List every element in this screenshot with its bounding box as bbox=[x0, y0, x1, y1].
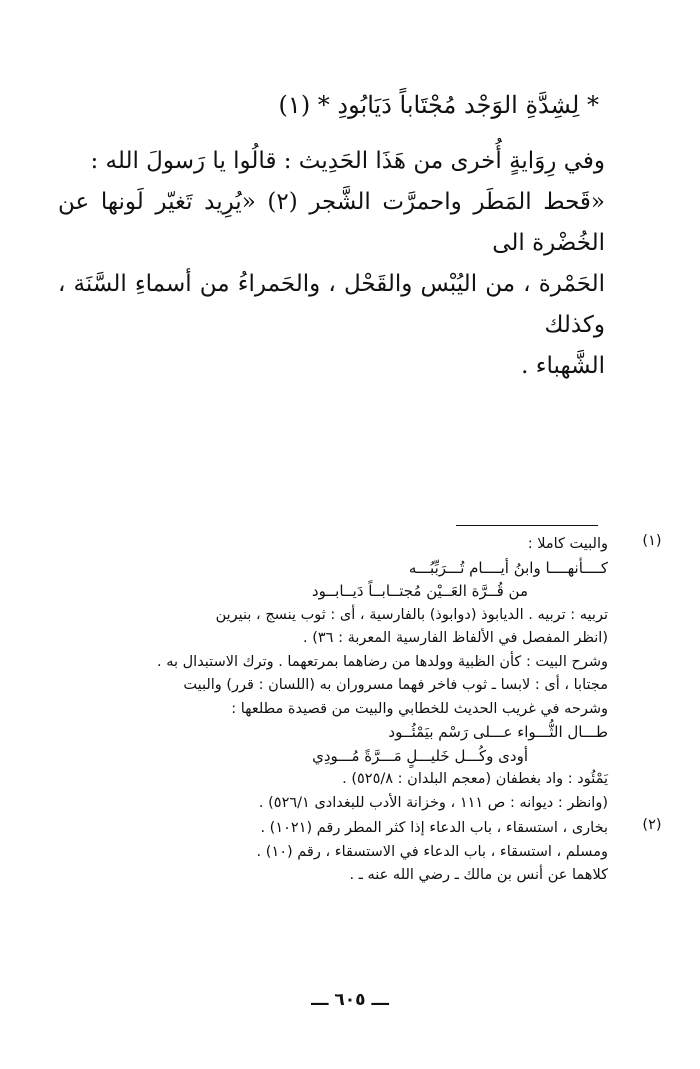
footnote-line: يَمْئُود : واد بغطفان (معجم البلدان : ٥٢٥/٨) . bbox=[342, 771, 608, 787]
paragraph-line: الشَّهباء . bbox=[521, 353, 605, 379]
footnote-marker: (١) bbox=[642, 533, 662, 549]
footnote-line: وشرح البيت : كأن الظبية وولدها من رضاهما بمرتعهما . وترك الاستبدال به . bbox=[157, 653, 608, 670]
footnote-line: (وانظر : ديوانه : ص ١١١ ، وخزانة الأدب للبغدادى ٥٢٦/١) . bbox=[258, 794, 608, 811]
paragraph-line: الحَمْرة ، من اليُبْس والقَحْل ، والحَمراءُ من أسماءِ السَّنَة ، وكذلك bbox=[58, 271, 605, 338]
footnote-poem-line: طـــال الثُّـــواء عـــلى رَسْم بيَمْئُــود bbox=[388, 723, 608, 741]
hadith-paragraph bbox=[58, 141, 605, 387]
footnote-line: كلاهما عن أنس بن مالك ـ رضي الله عنه ـ . bbox=[349, 867, 608, 883]
footnote-poem-line: أودى وكُـــل خَليـــلٍ مَـــرَّةً مُـــودِي bbox=[312, 746, 528, 765]
paragraph-line: وفي رِوَايةٍ أُخرى من هَذَا الحَدِيث : قالُوا يا رَسولَ الله : bbox=[90, 148, 605, 174]
footnote-1 bbox=[64, 533, 662, 815]
footnote-line: تربيه : تربيه . الديابوذ (دوابوذ) بالفارسية ، أى : ثوب ينسج ، بنيرين bbox=[215, 606, 608, 623]
paragraph-line: «قَحط المَطَر واحمرَّت الشَّجر (٢) «يُرِيد تَغيّر لَونها عن الخُضْرة الى bbox=[58, 189, 605, 256]
page-number: ـــ ٦٠٥ ـــ bbox=[311, 990, 389, 1010]
footnote-poem-line: كــــأنهــــا وابنُ أيــــام تُـــرَبِّبُـــه bbox=[408, 558, 608, 577]
footnote-line: والبيت كاملا : bbox=[527, 536, 608, 552]
main-text-block bbox=[58, 85, 605, 387]
footnote-line: ومسلم ، استسقاء ، باب الدعاء في الاستسقاء ، رقم (١٠) . bbox=[256, 843, 608, 860]
footnotes-section bbox=[64, 533, 662, 888]
footnote-line: (انظر المفصل في الألفاظ الفارسية المعربة : ٣٦) . bbox=[303, 630, 608, 646]
footnote-line: مجتابا ، أى : لابسا ـ ثوب فاخر فهما مسروران به (اللسان : قرر) والبيت bbox=[183, 677, 608, 693]
footnote-2 bbox=[64, 817, 662, 888]
footnote-line: وشرحه في غريب الحديث للخطابي والبيت من قصيدة مطلعها : bbox=[231, 700, 608, 717]
poetry-verse: * لِشِدَّةِ الوَجْد مُجْتَاباً دَيَابُودِ * (١) bbox=[278, 91, 599, 119]
footnote-poem-line: من قُــرَّة العَــيْن مُجتــابــاً دَيــابــود bbox=[311, 582, 528, 600]
footnote-marker: (٢) bbox=[642, 817, 662, 833]
footnote-separator bbox=[456, 525, 598, 526]
footnote-line: بخارى ، استسقاء ، باب الدعاء إذا كثر المطر رقم (١٠٢١) . bbox=[260, 820, 608, 836]
